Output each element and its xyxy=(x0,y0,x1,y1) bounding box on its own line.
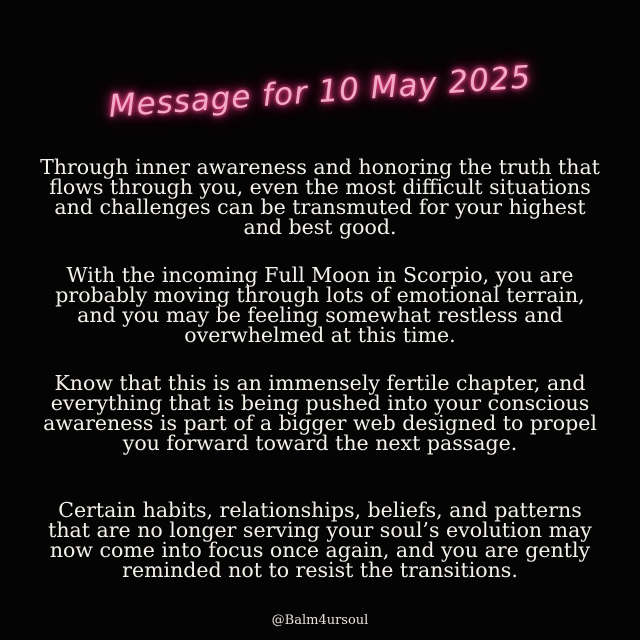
message-paragraph-2: With the incoming Full Moon in Scorpio, you are probably moving through lots of emotional terrain, and you may be feeling somewhat restless and overwhelmed at this time. xyxy=(55,263,585,347)
neon-title: Message for 10 May 2025 xyxy=(107,59,533,125)
author-handle: @Balm4ursoul xyxy=(271,613,369,628)
message-paragraph-1: Through inner awareness and honoring the truth that flows through you, even the most difficult situations and challenges can be transmuted for your highest and best good. xyxy=(40,155,600,239)
message-paragraph-3: Know that this is an immensely fertile chapter, and everything that is being pushed into your conscious awareness is part of a bigger web designed to propel you forward toward the next passage. xyxy=(43,371,597,455)
message-paragraph-4: Certain habits, relationships, beliefs, and patterns that are no longer serving your soul’s evolution may now come into focus once again, and you are gently reminded not to resist the transitions. xyxy=(48,498,592,582)
